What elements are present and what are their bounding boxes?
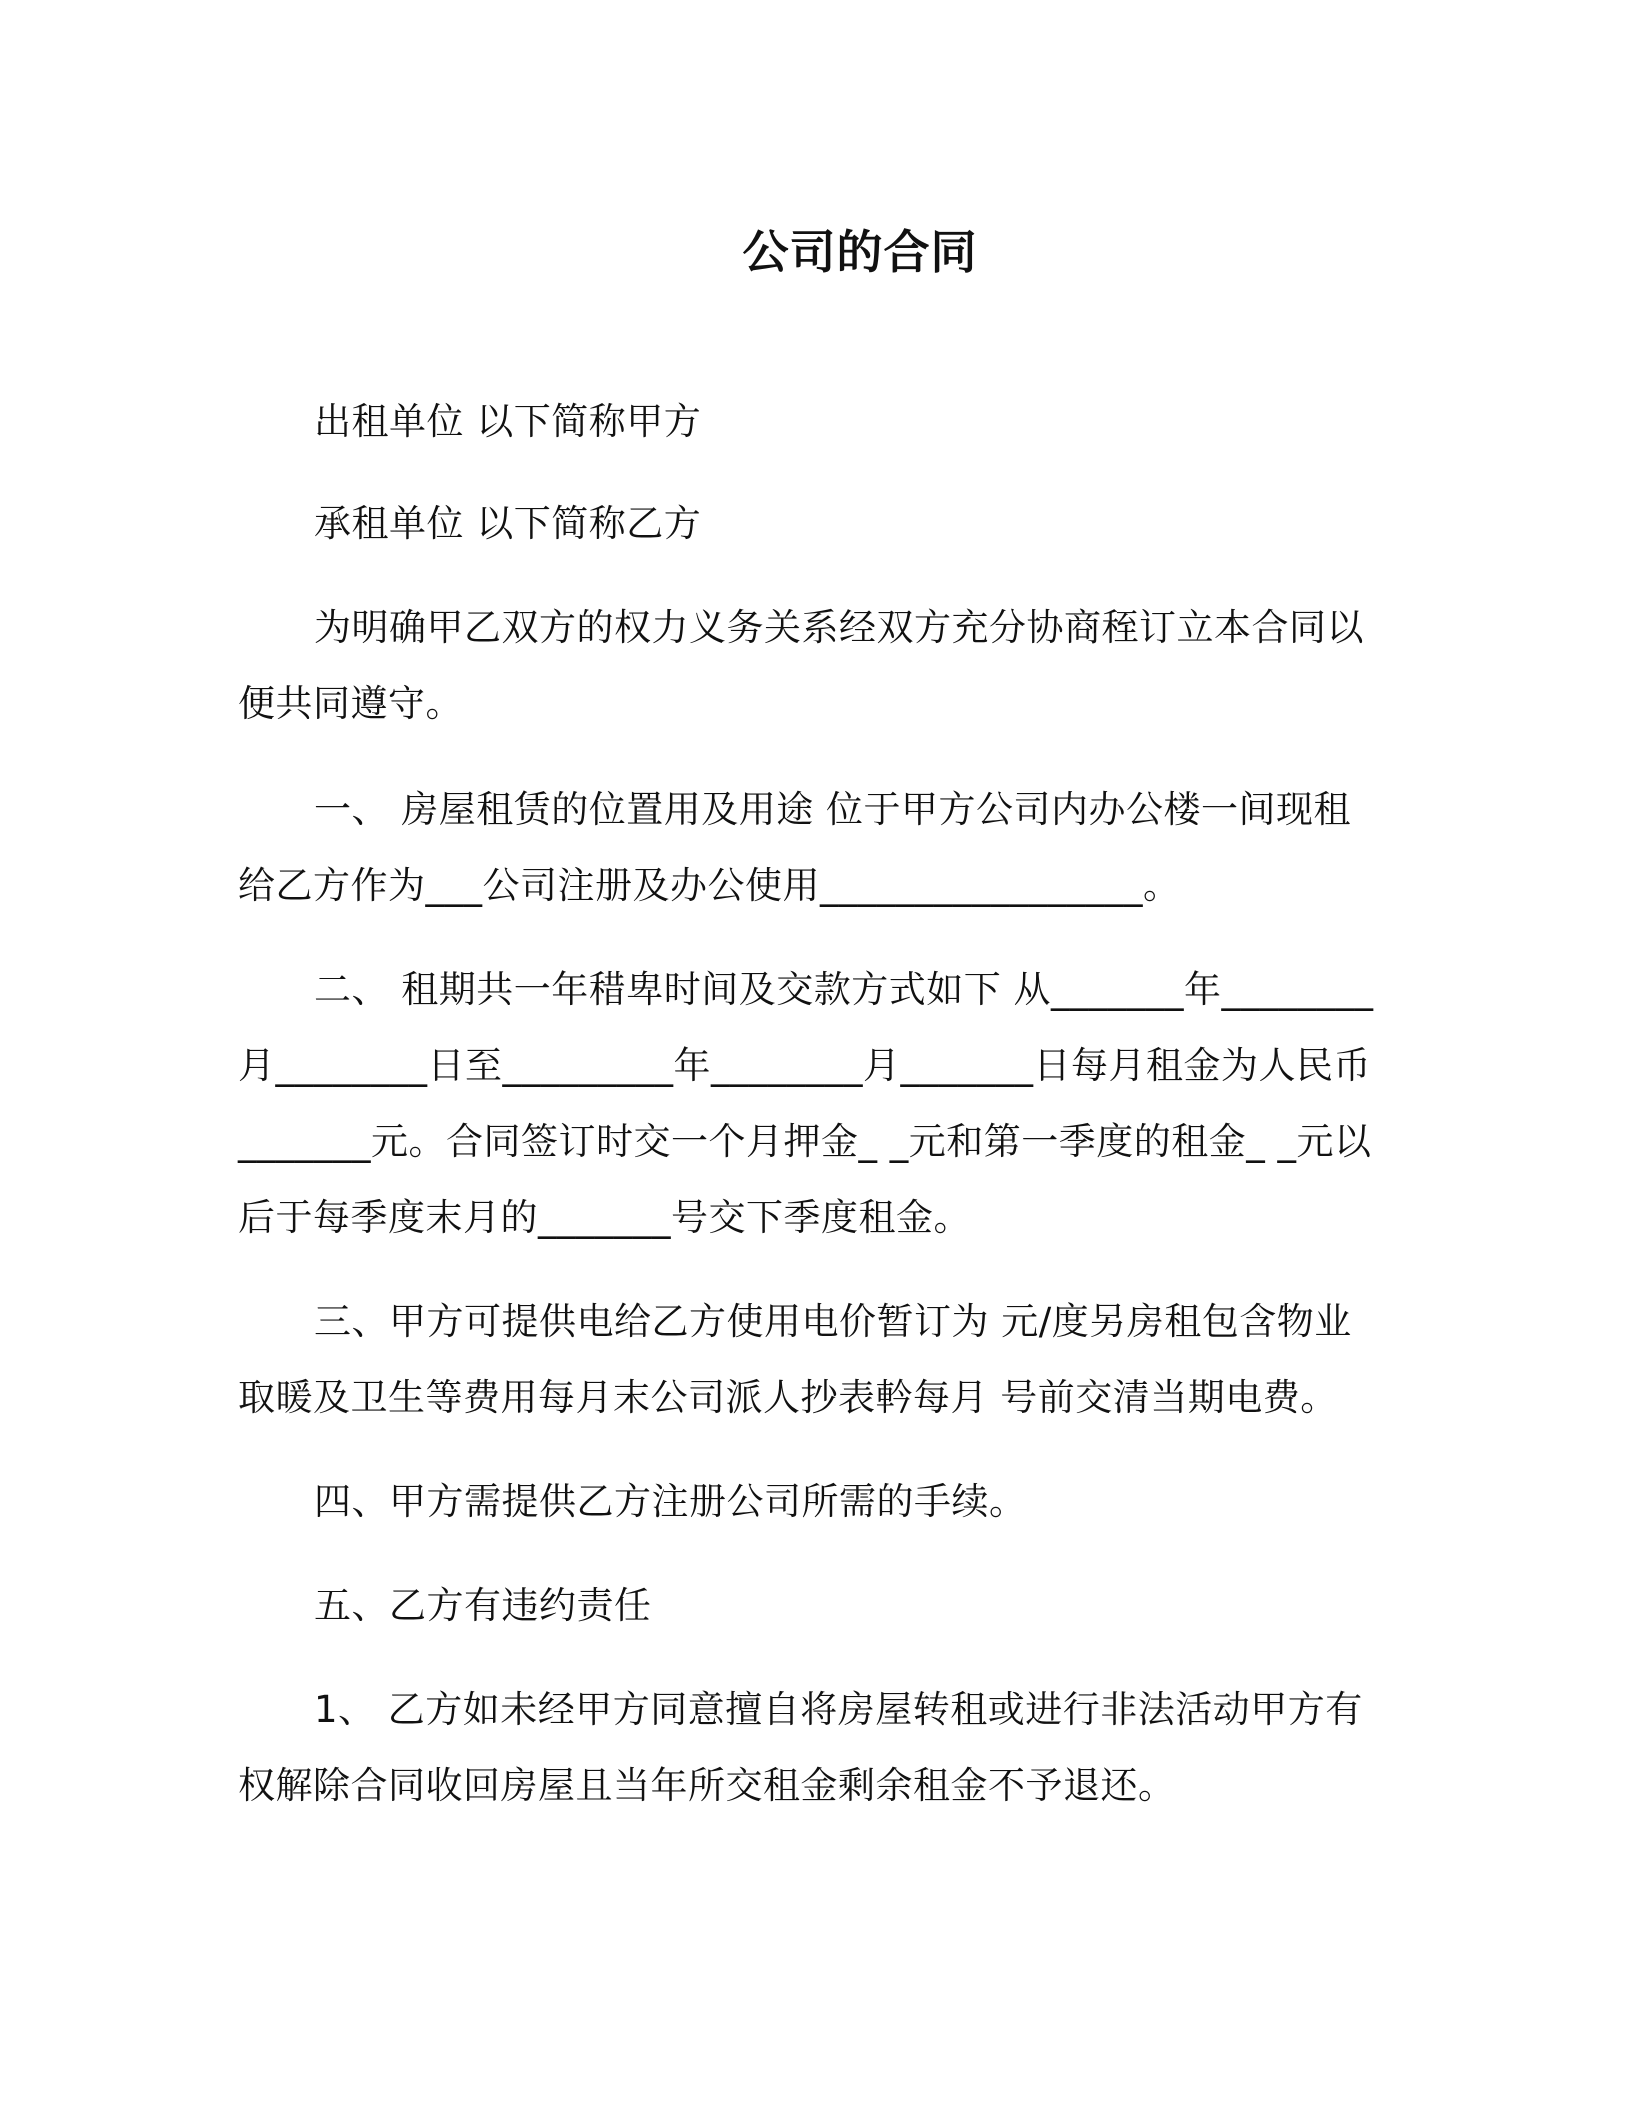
paragraph-clause-4: 四、甲方需提供乙方注册公司所需的手续。 — [314, 1480, 1027, 1523]
paragraph-clause-1: 一、 房屋租赁的位置用及用途 位于甲方公司内办公楼一间现租给乙方作为___公司注册及办公使用_________________。 — [238, 788, 1352, 907]
paragraph-preamble: 为明确甲乙双方的权力义务关系经双方充分协商秷订立本合同以便共同遵守。 — [238, 606, 1364, 725]
paragraph-clause-5: 五、乙方有违约责任 — [314, 1584, 652, 1627]
paragraph-lessor: 出租单位 以下简称甲方 — [314, 400, 702, 443]
paragraph-clause-2: 二、 租期共一年稓卑时间及交款方式如下 从_______年________月________日至_________年________月_______日每月租金为人民币_______元。合同签订时交一个月押金_ _元和第一季度的租金_ _元以后于每季度末月的_______号交下季度租金。 — [238, 968, 1374, 1239]
paragraph-lessee: 承租单位 以下简称乙方 — [314, 502, 702, 545]
document-title: 公司的合同 — [742, 225, 978, 279]
paragraph-clause-5-1: 1、 乙方如未经甲方同意擅自将房屋转租或进行非法活动甲方有权解除合同收回房屋且当年所交租金剩余租金不予退还。 — [238, 1688, 1363, 1807]
paragraph-clause-3: 三、甲方可提供电给乙方使用电价暂订为 元/度另房租包含物业取暖及卫生等费用每月末公司派人抄表軡每月 号前交清当期电费。 — [238, 1300, 1352, 1419]
